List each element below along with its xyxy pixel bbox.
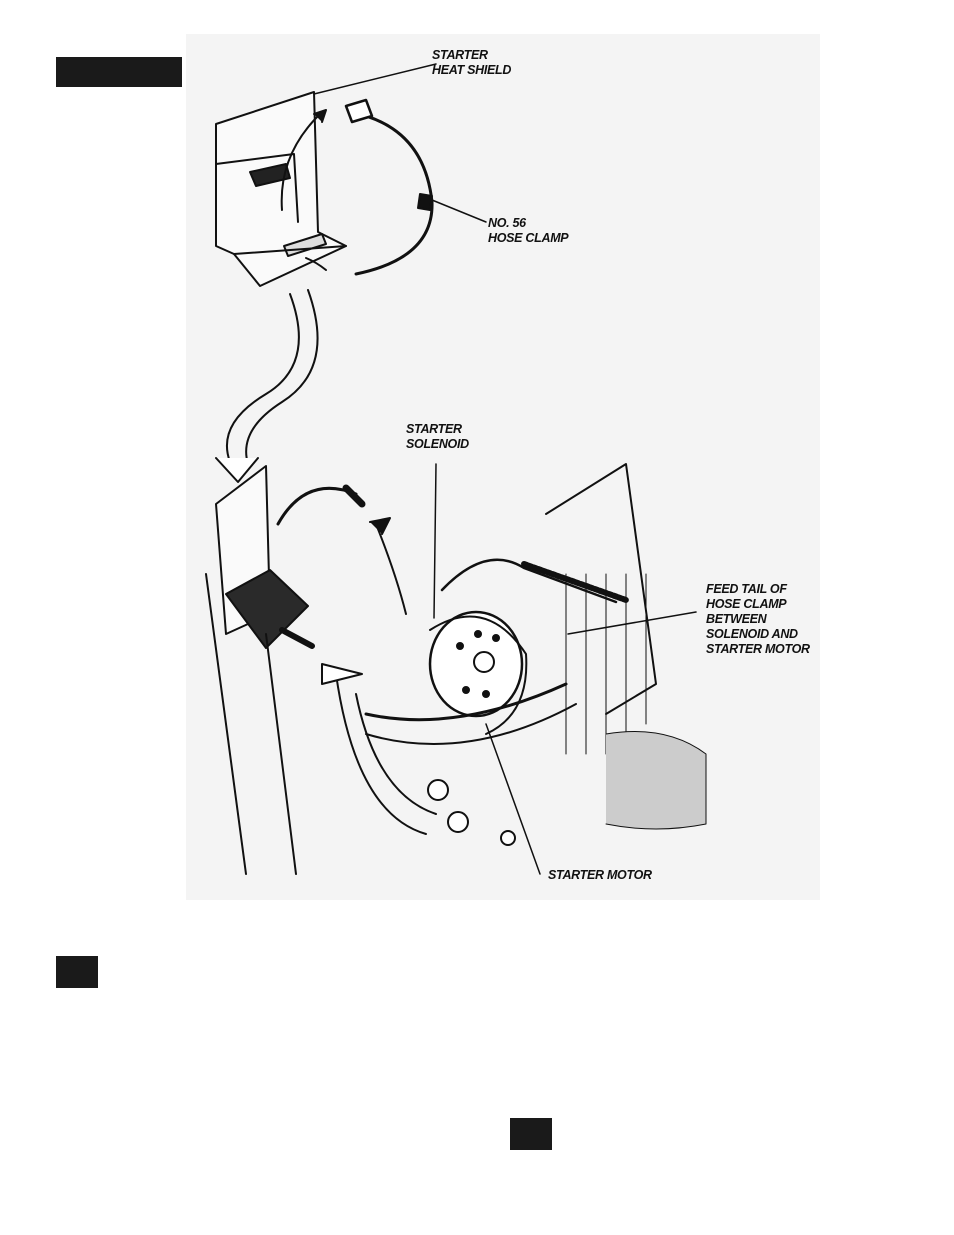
label-feed-tail: FEED TAIL OF HOSE CLAMP BETWEEN SOLENOID AND STARTER MOTOR <box>706 582 810 656</box>
heat-shield-drawing <box>216 92 346 286</box>
header-bar <box>56 57 182 87</box>
label-hose-clamp: NO. 56 HOSE CLAMP <box>488 216 569 245</box>
installation-arrow <box>216 290 318 482</box>
hose-clamp-drawing <box>346 100 432 274</box>
starter-assembly-drawing <box>206 464 706 874</box>
diagram-drawing <box>186 34 820 900</box>
label-starter-solenoid: STARTER SOLENOID <box>406 422 469 451</box>
starter-heat-shield-diagram <box>186 34 820 900</box>
section-marker <box>56 956 98 988</box>
label-starter-heat-shield: STARTER HEAT SHIELD <box>432 48 512 77</box>
label-starter-motor: STARTER MOTOR <box>548 868 652 882</box>
page-number-box <box>510 1118 552 1150</box>
